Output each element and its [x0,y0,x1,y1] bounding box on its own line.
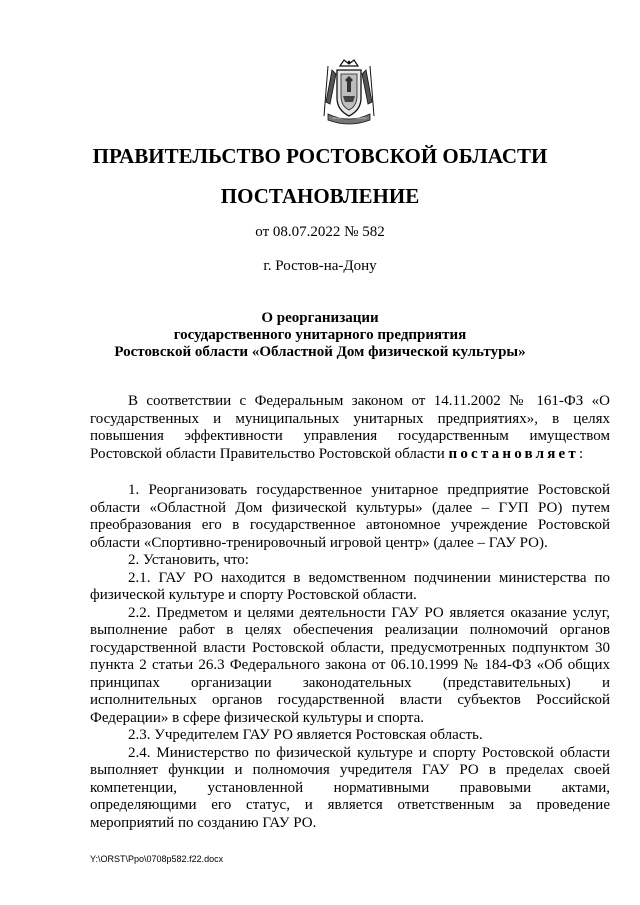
decree-point: 2.4. Министерство по физической культуре и спорту Ростовской области выполняет функции и полномочия учредителя ГАУ РО в пределах своей компетенции, установленной нормативными правовыми актами, определяющими его статус, и является ответственным за проведение мероприятий по созданию ГАУ РО. [90,744,610,831]
preamble-text: В соответствии с Федеральным законом от 14.11.2002 № 161-ФЗ «О государственных и муниципальных унитарных предприятиях», в целях повышения эффективности управления государственным имуществом Ростовской области Правительство Ростовской области [90,393,610,462]
decree-point: 1. Реорганизовать государственное унитарное предприятие Ростовской области «Областной Дом физической культуры» (далее – ГУП РО) путем преобразования его в государственное автономное учреждение Ростовской области «Спортивно-тренировочный игровой центр» (далее – ГАУ РО). [90,482,610,551]
date-number-line: от 08.07.2022 № 582 [255,224,385,240]
government-title: ПРАВИТЕЛЬСТВО РОСТОВСКОЙ ОБЛАСТИ [92,144,548,168]
decree-points [90,482,610,832]
decree-point: 2. Установить, что: [128,552,249,568]
preamble-paragraph [90,393,610,463]
city-line: г. Ростов-на-Дону [263,258,377,274]
preamble-end: : [578,445,584,462]
subject-line: государственного унитарного предприятия [173,327,467,343]
decree-point: 2.2. Предметом и целями деятельности ГАУ РО является оказание услуг, выполнение работ в целях обеспечения реализации полномочий органов государственной власти Ростовской области, предусмотренных подпунктом 30 пункта 2 статьи 26.3 Федерального закона от 06.10.1999 № 184-ФЗ «Об общих принципах организации законодательных (представительных) и исполнительных органов государственной власти субъектов Российской Федерации» в сфере физической культуры и спорта. [90,604,610,726]
subject-line: Ростовской области «Областной Дом физической культуры» [114,344,526,360]
file-path-footer: Y:\ORST\Ppo\0708p582.f22.docx [90,854,224,864]
decree-point: 2.3. Учредителем ГАУ РО является Ростовская область. [128,727,483,743]
resolves-keyword: постановляет [448,445,579,462]
decree-subject [0,310,640,361]
coat-of-arms-emblem-icon [318,58,380,128]
subject-line: О реорганизации [261,310,379,326]
decree-point: 2.1. ГАУ РО находится в ведомственном подчинении министерства по физической культуре и спорту Ростовской области. [90,569,610,603]
document-type-title: ПОСТАНОВЛЕНИЕ [220,184,420,208]
